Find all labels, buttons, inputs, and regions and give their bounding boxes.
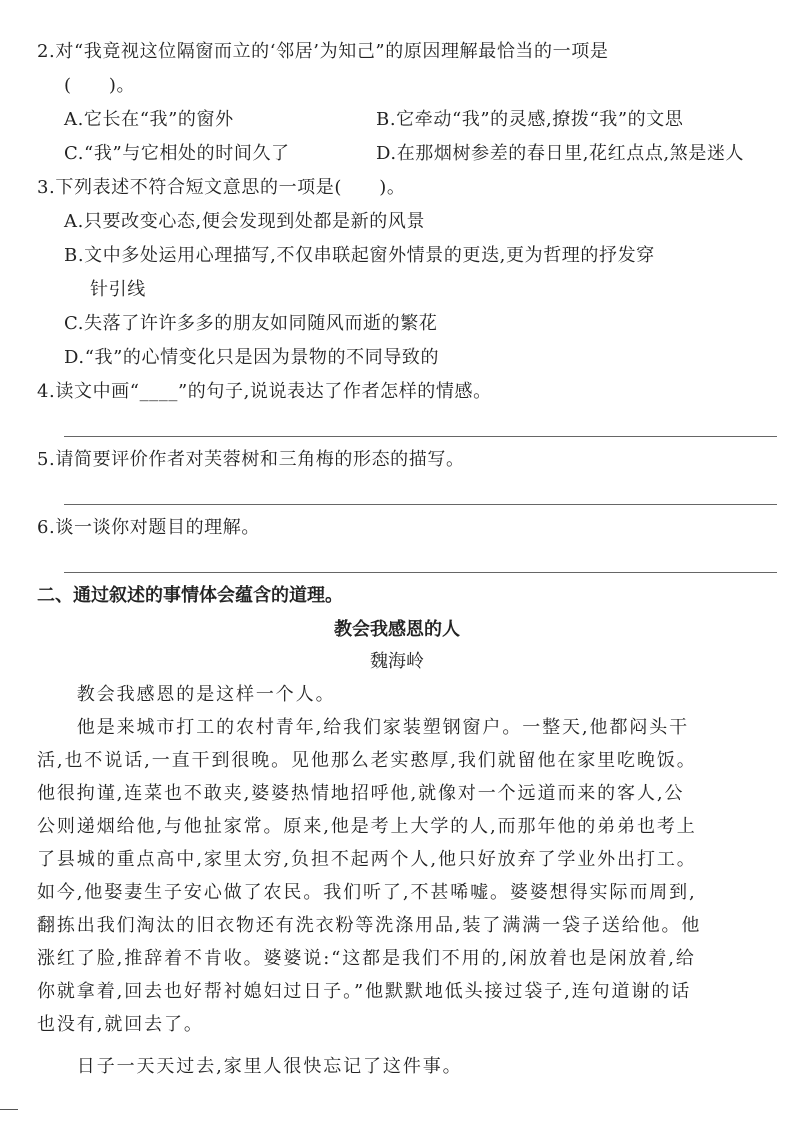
q5-stem: 5.请简要评价作者对芙蓉树和三角梅的形态的描写。 [37, 449, 465, 470]
article-line: 教会我感恩的是这样一个人。 [37, 684, 336, 705]
q2-option-b: B.它牵动“我”的灵感,撩拨“我”的文思 [376, 109, 684, 130]
q3-option-d: D.“我”的心情变化只是因为景物的不同导致的 [64, 347, 440, 368]
article-line: 他是来城市打工的农村青年,给我们家装塑钢窗户。一整天,他都闷头干 [37, 717, 690, 738]
q2-option-c: C.“我”与它相处的时间久了 [64, 143, 290, 164]
article-line: 你就拿着,回去也好帮衬媳妇过日子。”他默默地低头接过袋子,连句道谢的话 [37, 981, 692, 1002]
q6-stem: 6.谈一谈你对题目的理解。 [37, 517, 260, 538]
article-line: 了县城的重点高中,家里太穷,负担不起两个人,他只好放弃了学业外出打工。 [37, 849, 697, 870]
section-heading: 二、通过叙述的事情体会蕴含的道理。 [37, 585, 343, 606]
article-line: 他很拘谨,连菜也不敢夹,婆婆热情地招呼他,就像对一个远道而来的客人,公 [37, 783, 685, 804]
article-line: 日子一天天过去,家里人很快忘记了这件事。 [37, 1056, 463, 1077]
q2-answer-blank: ( )。 [64, 75, 136, 96]
article-line: 翻拣出我们淘汰的旧衣物还有洗衣粉等洗涤用品,装了满满一袋子送给他。他 [37, 915, 702, 936]
q2-option-d: D.在那烟树参差的春日里,花红点点,煞是迷人 [376, 143, 745, 164]
page-edge-mark [0, 1109, 18, 1110]
q3-option-b-line2: 针引线 [90, 279, 146, 300]
article-author: 魏海岭 [370, 651, 424, 672]
article-line: 也没有,就回去了。 [37, 1014, 204, 1035]
article-line: 涨红了脸,推辞着不肯收。婆婆说:“这都是我们不用的,闲放着也是闲放着,给 [37, 948, 696, 969]
q5-answer-line [64, 504, 777, 505]
article-title: 教会我感恩的人 [334, 619, 460, 640]
q4-answer-line [64, 436, 777, 437]
q3-stem: 3.下列表述不符合短文意思的一项是( )。 [37, 177, 406, 198]
article-line: 如今,他娶妻生子安心做了农民。我们听了,不甚唏嘘。婆婆想得实际而周到, [37, 882, 697, 903]
q3-option-c: C.失落了许许多多的朋友如同随风而逝的繁花 [64, 313, 438, 334]
q2-stem-line1: 2.对“我竟视这位隔窗而立的‘邻居’为知己”的原因理解最恰当的一项是 [37, 41, 609, 62]
q4-stem: 4.读文中画“____”的句子,说说表达了作者怎样的情感。 [37, 381, 492, 402]
q3-option-a: A.只要改变心态,便会发现到处都是新的风景 [64, 211, 426, 232]
q6-answer-line [64, 572, 777, 573]
q3-option-b-line1: B.文中多处运用心理描写,不仅串联起窗外情景的更迭,更为哲理的抒发穿 [64, 245, 655, 266]
article-line: 公则递烟给他,与他扯家常。原来,他是考上大学的人,而那年他的弟弟也考上 [37, 816, 697, 837]
article-line: 活,也不说话,一直干到很晚。见他那么老实憨厚,我们就留他在家里吃晚饭。 [37, 750, 697, 771]
q2-option-a: A.它长在“我”的窗外 [64, 109, 234, 130]
